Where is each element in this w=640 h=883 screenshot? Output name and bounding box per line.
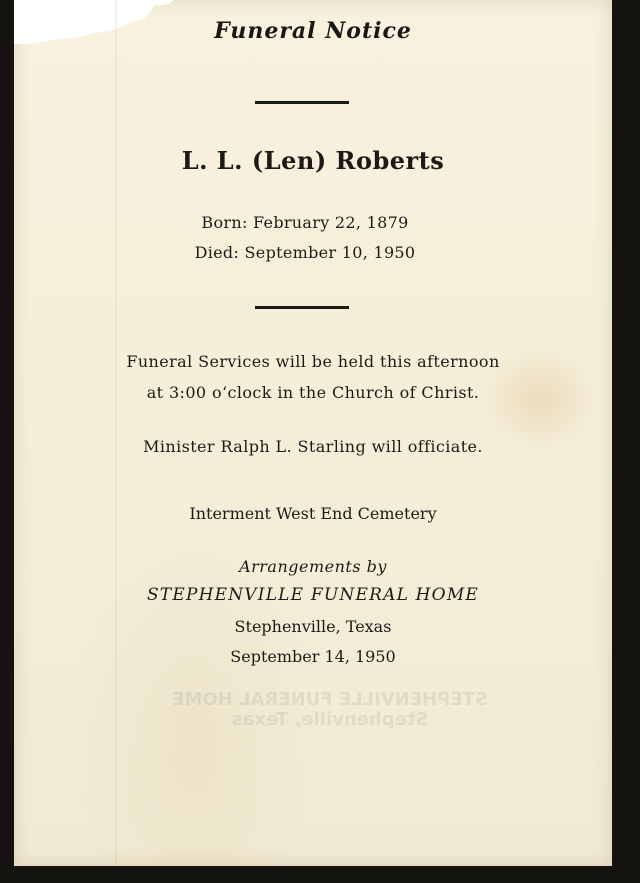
arrangements-label: Arrangements by: [239, 557, 387, 576]
city-line: Stephenville, Texas: [234, 617, 392, 636]
deceased-name: L. L. (Len) Roberts: [181, 146, 445, 175]
fold-crease: [115, 0, 117, 866]
funeral-home-name: STEPHENVILLE FUNERAL HOME: [146, 585, 480, 605]
divider-rule-bottom: [255, 306, 349, 309]
divider-rule-top: [255, 101, 349, 104]
services-line-2: at 3:00 o‘clock in the Church of Christ.: [146, 383, 480, 402]
interment-line: Interment West End Cemetery: [189, 504, 437, 523]
notice-heading: Funeral Notice: [214, 18, 412, 44]
notice-date: September 14, 1950: [230, 647, 396, 666]
bleed-through-ghost-print: STEPHENVILLE FUNERAL HOME Stephenville, Texas: [172, 689, 488, 730]
services-line-1: Funeral Services will be held this afternoon: [126, 352, 500, 371]
death-date: Died: September 10, 1950: [194, 243, 416, 262]
minister-line: Minister Ralph L. Starling will officiate.: [143, 437, 483, 456]
birth-date: Born: February 22, 1879: [201, 213, 409, 232]
